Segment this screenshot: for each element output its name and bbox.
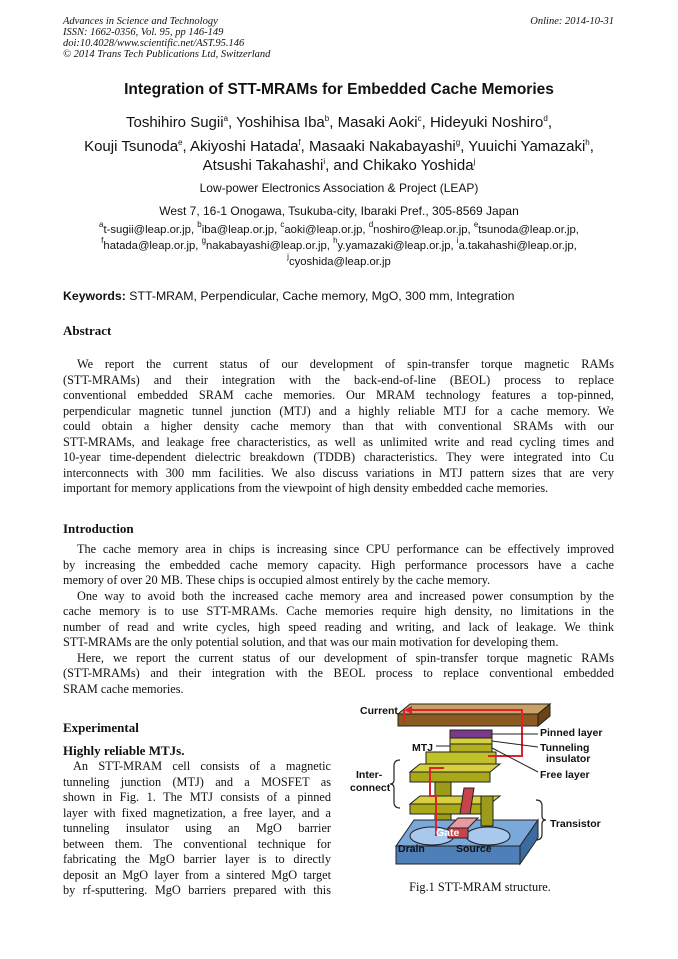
label-source: Source — [456, 843, 492, 855]
text-line: could obtain a higher density cache memory than that with conventional SRAMs with our — [63, 419, 614, 433]
label-pinned-layer: Pinned layer — [540, 727, 603, 739]
journal-name: Advances in Science and Technology — [63, 16, 218, 27]
author: Yoshihisa Iba$^b$ — [236, 114, 330, 131]
text-line: by rf-sputtering. MgO barriers prepared with this — [63, 883, 331, 897]
email[interactable]: $^i$a.takahashi@leap.or.jp — [456, 236, 574, 252]
email[interactable]: $^b$iba@leap.or.jp — [197, 220, 275, 236]
email[interactable]: $^j$cyoshida@leap.or.jp — [287, 252, 391, 268]
text-line: number of read and write cycles, high speed reading and writing, and lack of leakage. We think — [63, 619, 614, 634]
label-insulator: insulator — [546, 753, 591, 765]
mtj-bottom-plate — [426, 752, 496, 764]
abstract-heading: Abstract — [63, 323, 112, 338]
keywords — [63, 289, 515, 303]
pinned-layer — [450, 730, 492, 738]
keywords-text: STT-MRAM, Perpendicular, Cache memory, MgO, 300 mm, Integration — [129, 289, 515, 303]
text-line: One way to avoid both the increased cache memory area and increased power consumption by the — [77, 588, 614, 603]
email[interactable]: $^a$t-sugii@leap.or.jp — [99, 220, 191, 236]
copyright: © 2014 Trans Tech Publications Ltd, Switzerland — [63, 49, 271, 60]
keywords-label: Keywords: — [63, 289, 126, 303]
text-line: layer with fixed magnetization, a free layer, and a — [63, 805, 331, 820]
text-line: Here, we report the current status of our development of spin-transfer torque magnetic RAMs — [77, 650, 614, 665]
author: Kouji Tsunoda$^e$ — [84, 138, 183, 155]
author: Atsushi Takahashi$^i$ — [202, 157, 326, 174]
label-mtj: MTJ — [412, 742, 433, 754]
affiliation-org: Low-power Electronics Association & Project (LEAP) — [199, 181, 479, 195]
figure-caption: Fig.1 STT-MRAM structure. — [409, 880, 551, 894]
email[interactable]: $^c$aoki@leap.or.jp — [280, 220, 363, 236]
experimental-heading: Experimental — [63, 720, 139, 735]
text-line: perpendicular magnetic tunnel junction (MTJ) and a highly reliable MTJ for a cache memory. We — [63, 403, 614, 418]
text-line: deposit an MgO layer from a sintered MgO target — [63, 867, 331, 882]
paper-title: Integration of STT-MRAMs for Embedded Cache Memories — [124, 81, 554, 98]
text-line: shown in Fig. 1. The MTJ consists of a pinned — [63, 790, 331, 804]
email[interactable]: $^h$y.yamazaki@leap.or.jp — [333, 236, 451, 252]
text-line: cache memory is to use STT-MRAMs. Cache memories require high density, no limitations in the — [63, 604, 614, 618]
text-line: We report the current status of our development of spin-transfer torque magnetic RAMs — [77, 357, 614, 371]
author: Hideyuki Noshiro$^d$ — [429, 114, 548, 131]
text-line: between them. The conventional technique for — [63, 836, 331, 851]
tunneling-insulator — [450, 738, 492, 744]
affiliation-address: West 7, 16-1 Onogawa, Tsukuba-city, Ibaraki Pref., 305-8569 Japan — [159, 204, 519, 218]
label-gate: Gate — [436, 827, 460, 839]
interconnect-metal-1 — [410, 772, 490, 782]
abstract-body — [63, 357, 614, 497]
interconnect-metal-2 — [410, 804, 490, 814]
email[interactable]: $^f$hatada@leap.or.jp — [101, 236, 196, 252]
stt-mram-structure-figure — [340, 696, 620, 876]
author: Chikako Yoshida$^j$ — [362, 157, 476, 174]
text-line: 10-year time-dependent dielectric breakdown (TDDB) characteristics. They were integrated into Cu — [63, 450, 614, 464]
text-line: tunneling insulator using an MgO barrier — [63, 821, 331, 835]
experimental-subheading: Highly reliable MTJs. — [63, 743, 185, 758]
text-line: tunneling junction (MTJ) and a MOSFET as — [63, 774, 331, 789]
email-line-3 — [0, 252, 678, 269]
experimental-body — [63, 759, 331, 899]
text-line: by increasing the embedded cache memory capacity. High performance processors have a cache — [63, 557, 614, 572]
authors-line-3: Atsushi Takahashi$^i$, and Chikako Yoshida$^j$ — [202, 157, 476, 174]
text-line: (STT-MRAMs) and their integration with the BEOL process to replace conventional embedded — [63, 666, 614, 680]
author: Masaaki Nakabayashi$^g$ — [309, 138, 461, 155]
text-line: important for memory applications from the viewpoint of high density embedded cache memories. — [63, 481, 549, 495]
text-line: conventional embedded SRAM cache memories. Our MRAM technology features a top-pinned, — [63, 388, 614, 402]
doi: doi:10.4028/www.scientific.net/AST.95.146 — [63, 38, 245, 49]
text-line: The cache memory area in chips is increasing since CPU performance can be effectively improved — [77, 542, 614, 556]
label-drain: Drain — [398, 843, 425, 855]
text-line: STT-MRAMs are the only potential solution, and that was our main motivation for developing them. — [63, 635, 559, 649]
text-line: interconnects with 300 mm facilities. We also discuss variations in MTJ pattern sizes that are very — [63, 465, 614, 480]
email[interactable]: $^e$tsunoda@leap.or.jp — [473, 220, 576, 236]
email-line-1: $^a$t-sugii@leap.or.jp, $^b$iba@leap.or.jp, $^c$aoki@leap.or.jp, $^d$noshiro@leap.or.jp, $^e$tsunoda@leap.or.jp, — [99, 220, 579, 236]
text-line: memory of over 20 MB. These chips is occupied almost entirely by the cache memory. — [63, 573, 491, 587]
label-transistor: Transistor — [550, 818, 601, 830]
introduction-heading: Introduction — [63, 521, 134, 536]
author: Yuuichi Yamazaki$^h$ — [468, 138, 590, 155]
text-line: SRAM cache memories. — [63, 681, 184, 696]
issn: ISSN: 1662-0356, Vol. 95, pp 146-149 — [63, 27, 224, 38]
author: Akiyoshi Hatada$^f$ — [190, 138, 301, 155]
free-layer — [450, 744, 492, 752]
label-connect: connect — [350, 782, 391, 794]
authors-line-1: Toshihiro Sugii$^a$, Yoshihisa Iba$^b$, Masaki Aoki$^c$, Hideyuki Noshiro$^d$, — [126, 114, 552, 131]
email[interactable]: $^d$noshiro@leap.or.jp — [368, 220, 468, 236]
label-tunneling: Tunneling — [540, 742, 590, 754]
email-line-2: $^f$hatada@leap.or.jp, $^g$nakabayashi@leap.or.jp, $^h$y.yamazaki@leap.or.jp, $^i$a.takahashi@leap.or.jp, — [101, 236, 577, 252]
email[interactable]: $^g$nakabayashi@leap.or.jp — [201, 236, 327, 252]
text-line: (STT-MRAMs) and their integration with the back-end-of-line (BEOL) process to replace — [63, 372, 614, 387]
label-current: Current — [360, 705, 398, 717]
authors-line-2: Kouji Tsunoda$^e$, Akiyoshi Hatada$^f$, Masaaki Nakabayashi$^g$, Yuuichi Yamazaki$^h$, — [84, 138, 594, 155]
journal-header — [63, 16, 270, 60]
author: Masaki Aoki$^c$ — [337, 114, 422, 131]
author: Toshihiro Sugii$^a$ — [126, 114, 229, 131]
text-line: An STT-MRAM cell consists of a magnetic — [73, 759, 331, 773]
text-line: STT-MRAMs, and leakage free characteristics, as well as unlimited write and read cycling times and — [63, 434, 614, 449]
online-date: Online: 2014-10-31 — [530, 16, 614, 27]
text-line: fabricating the MgO barrier layer is to directly — [63, 852, 331, 866]
introduction-body — [63, 542, 614, 697]
label-free-layer: Free layer — [540, 769, 590, 781]
label-inter: Inter- — [356, 769, 383, 781]
interconnect-brace — [390, 760, 400, 808]
